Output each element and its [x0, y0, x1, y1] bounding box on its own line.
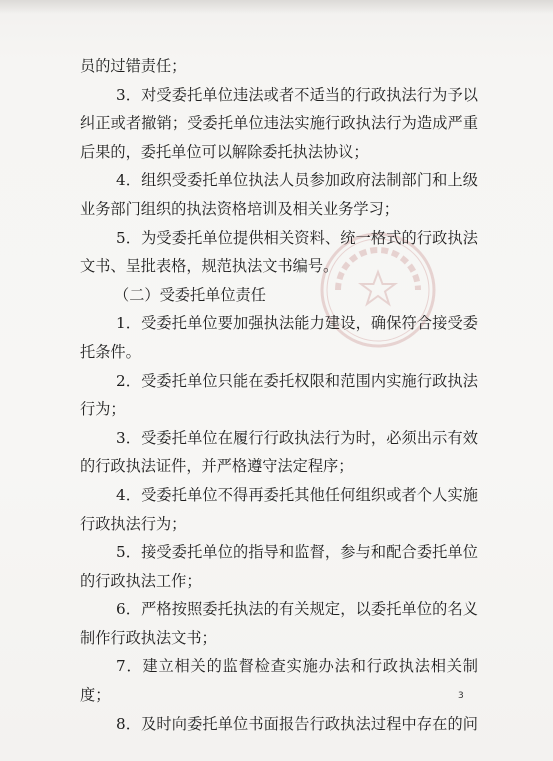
text-line: 4．受委托单位不得再委托其他任何组织或者个人实施 — [116, 485, 478, 504]
text-line: 纠正或者撤销；受委托单位违法实施行政执法行为造成严重 — [80, 114, 478, 133]
body-text — [80, 52, 478, 738]
section-heading: （二）受委托单位责任 — [114, 285, 266, 304]
text-line: 1．受委托单位要加强执法能力建设，确保符合接受委 — [116, 314, 478, 333]
text-line: 3．受委托单位在履行行政执法行为时，必须出示有效 — [116, 428, 478, 447]
text-line: 文书、呈批表格，规范执法文书编号。 — [80, 257, 339, 276]
text-line: 的行政执法证件，并严格遵守法定程序； — [80, 457, 354, 476]
text-line: 6．严格按照委托执法的有关规定，以委托单位的名义 — [116, 600, 478, 619]
text-line: 度； — [80, 686, 111, 705]
text-line: 3．对受委托单位违法或者不适当的行政执法行为予以 — [116, 85, 478, 104]
text-line: 制作行政执法文书； — [80, 628, 217, 647]
scan-edge-shadow — [0, 0, 553, 14]
page-number: 3 — [458, 691, 464, 701]
text-line: 7．建立相关的监督检查实施办法和行政执法相关制 — [116, 657, 478, 676]
text-line: 5．接受委托单位的指导和监督，参与和配合委托单位 — [116, 543, 478, 562]
text-line: 行政执法行为； — [80, 514, 187, 533]
text-line: 后果的，委托单位可以解除委托执法协议； — [80, 142, 369, 161]
text-line: 8．及时向委托单位书面报告行政执法过程中存在的问 — [116, 714, 478, 733]
text-line: 员的过错责任； — [80, 57, 187, 75]
text-line: 行为； — [80, 400, 126, 419]
text-line: 5．为受委托单位提供相关资料、统一格式的行政执法 — [116, 228, 478, 247]
text-line: 业务部门组织的执法资格培训及相关业务学习； — [80, 199, 399, 218]
text-line: 的行政执法工作； — [80, 571, 202, 590]
text-line: 4．组织受委托单位执法人员参加政府法制部门和上级 — [116, 171, 478, 190]
text-line: 2．受委托单位只能在委托权限和范围内实施行政执法 — [116, 371, 478, 390]
text-line: 托条件。 — [80, 342, 141, 361]
